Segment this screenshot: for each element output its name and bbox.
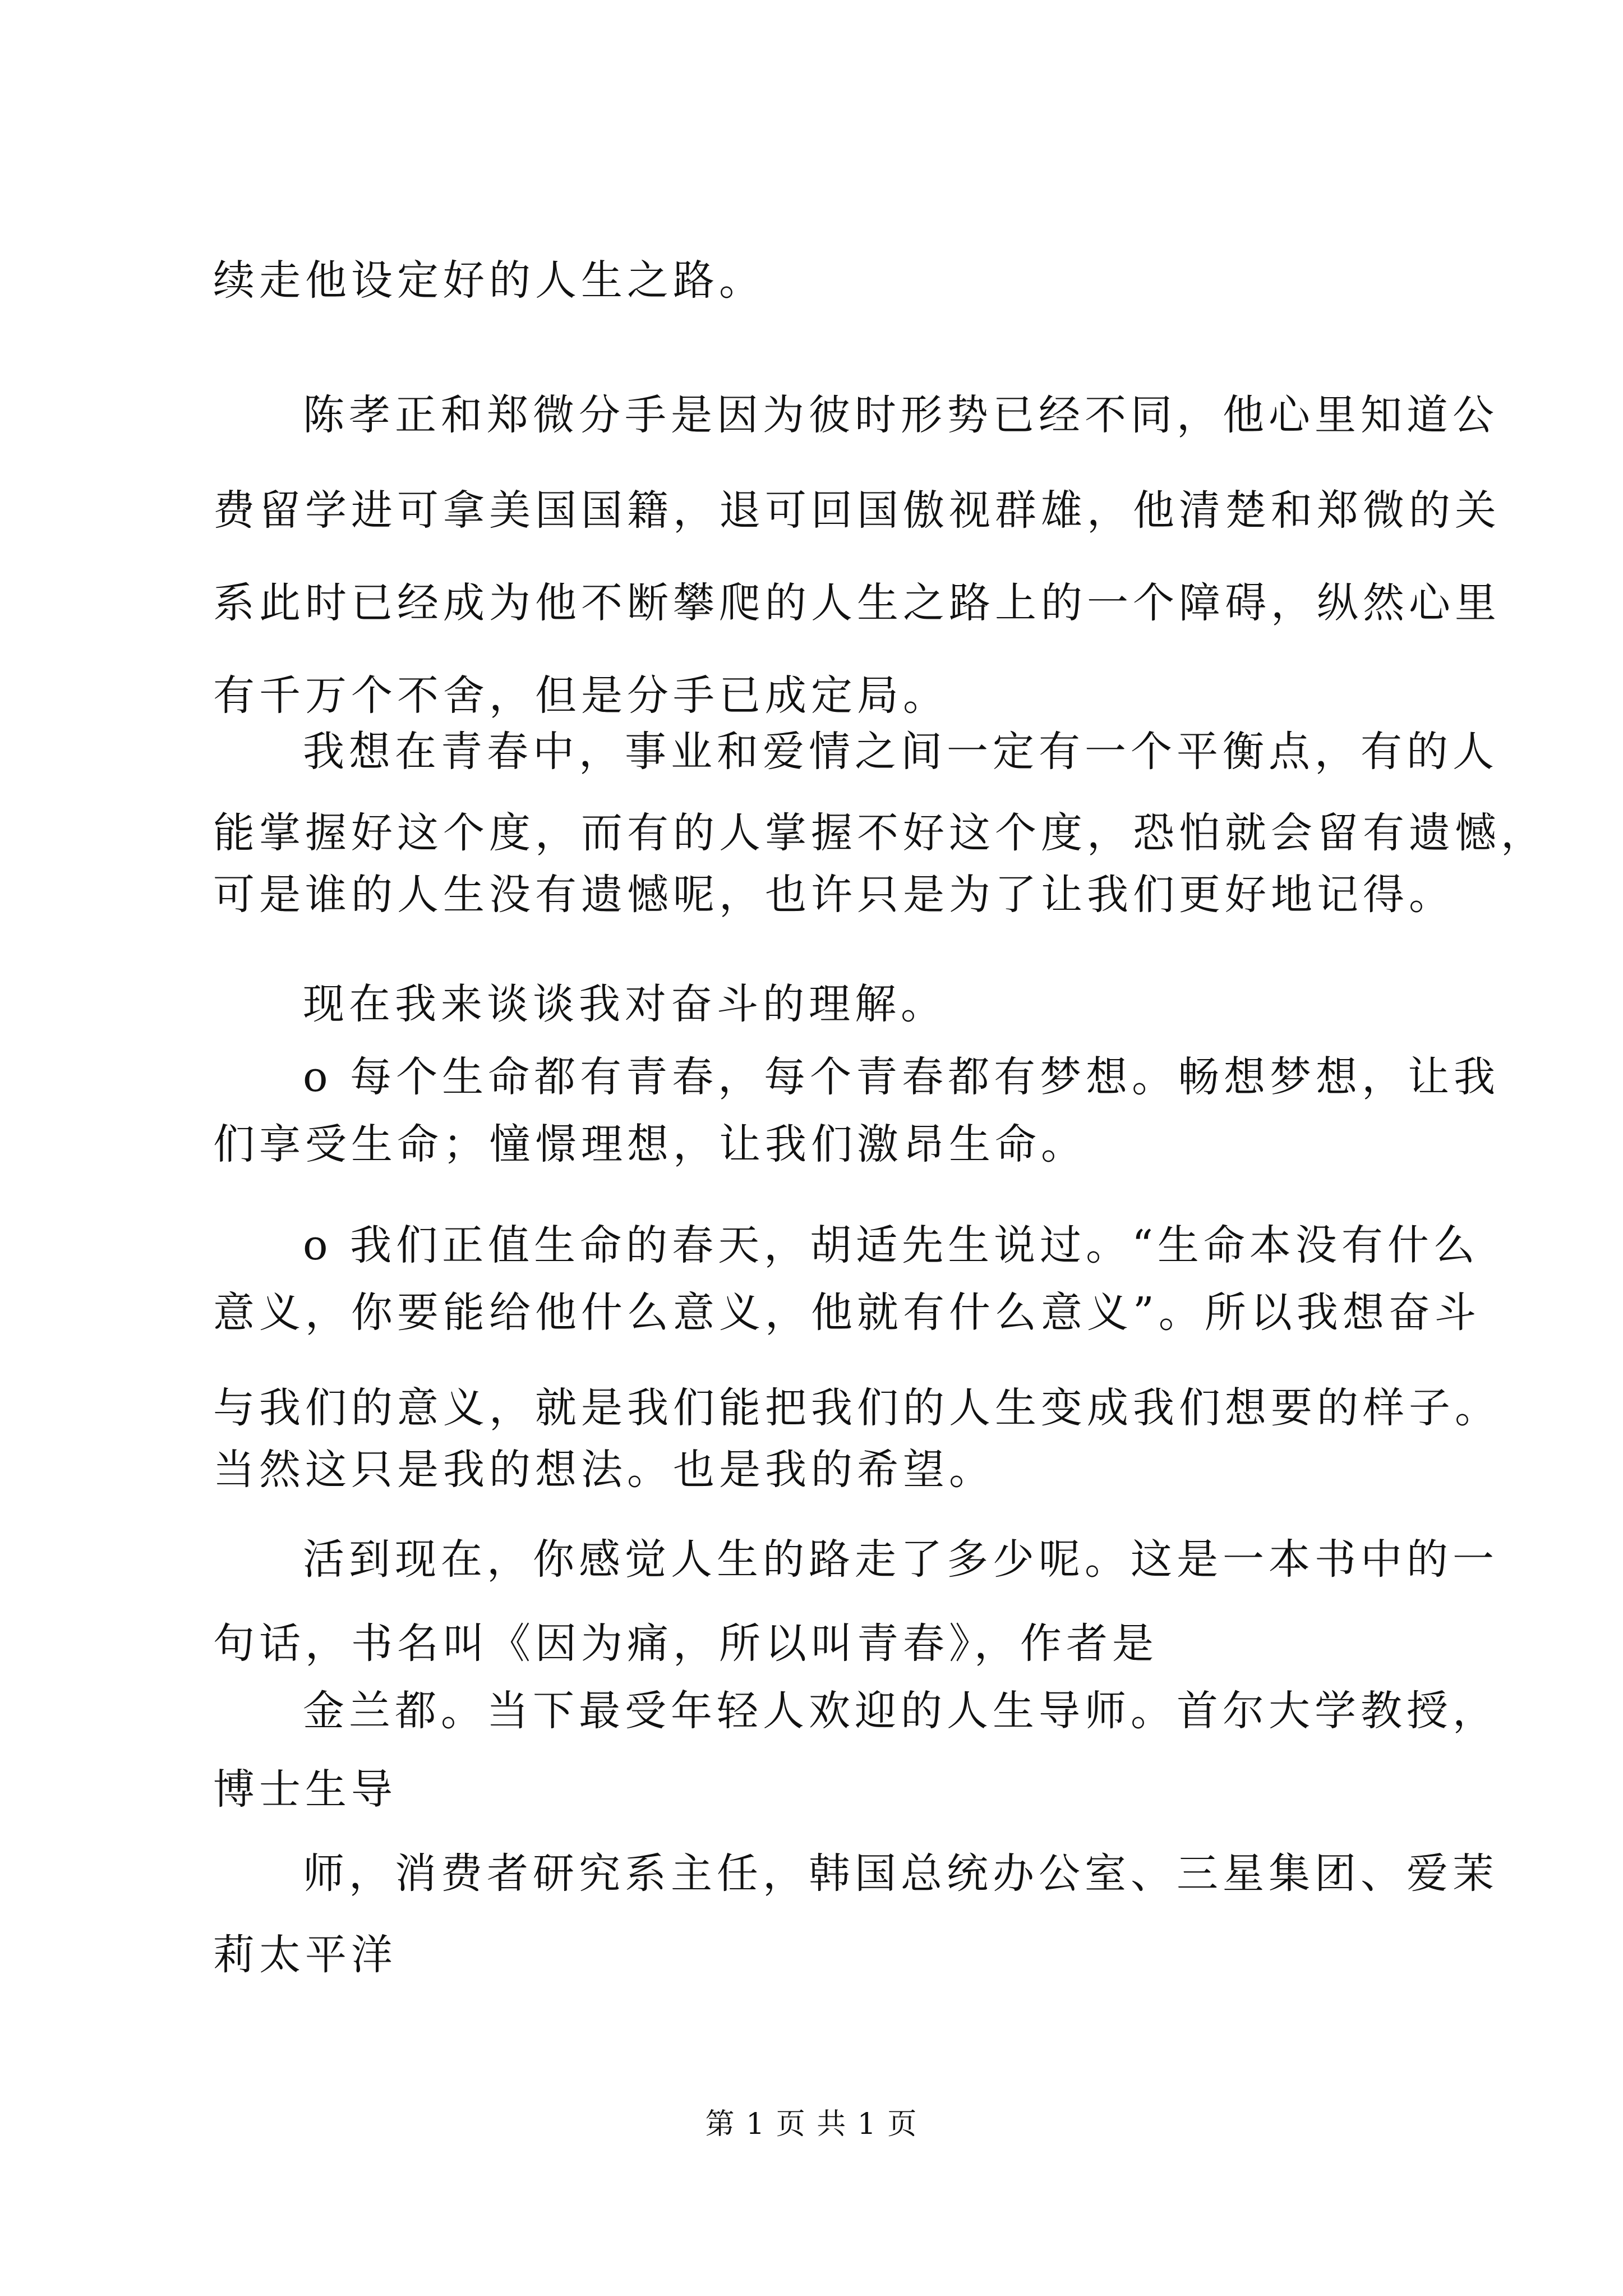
text-line: 当然这只是我的想法。也是我的希望。 xyxy=(213,1446,995,1494)
text-line: 陈孝正和郑微分手是因为彼时形势已经不同，他心里知道公 xyxy=(303,391,1498,439)
text-line: 现在我来谈谈我对奋斗的理解。 xyxy=(303,980,947,1028)
text-line: 与我们的意义，就是我们能把我们的人生变成我们想要的样子。 xyxy=(213,1384,1501,1432)
text-line: 莉太平洋 xyxy=(213,1931,397,1979)
text-line: 活到现在，你感觉人生的路走了多少呢。这是一本书中的一 xyxy=(303,1535,1498,1584)
text-line: 可是谁的人生没有遗憾呢，也许只是为了让我们更好地记得。 xyxy=(213,871,1455,919)
text-line: 续走他设定好的人生之路。 xyxy=(213,256,765,305)
text-line: 句话，书名叫《因为痛，所以叫青春》，作者是 xyxy=(213,1619,1158,1668)
text-line: 金兰都。当下最受年轻人欢迎的人生导师。首尔大学教授， xyxy=(303,1687,1498,1735)
text-line: 系此时已经成为他不断攀爬的人生之路上的一个障碍，纵然心里 xyxy=(213,579,1501,627)
text-line: o 我们正值生命的春天，胡适先生说过。“生命本没有什么 xyxy=(303,1221,1479,1269)
text-line: o 每个生命都有青春，每个青春都有梦想。畅想梦想，让我 xyxy=(303,1053,1500,1101)
text-line: 能掌握好这个度，而有的人掌握不好这个度，恐怕就会留有遗憾， xyxy=(213,809,1547,857)
text-line: 博士生导 xyxy=(213,1765,397,1814)
text-line: 师，消费者研究系主任，韩国总统办公室、三星集团、爱茉 xyxy=(303,1849,1498,1898)
page-footer: 第 1 页 共 1 页 xyxy=(705,2108,918,2141)
text-line: 费留学进可拿美国国籍，退可回国傲视群雄，他清楚和郑微的关 xyxy=(213,486,1501,535)
text-line: 意义，你要能给他什么意义，他就有什么意义”。所以我想奋斗 xyxy=(213,1289,1481,1337)
text-line: 我想在青春中，事业和爱情之间一定有一个平衡点，有的人 xyxy=(303,728,1498,776)
text-line: 有千万个不舍，但是分手已成定局。 xyxy=(213,671,949,720)
text-line: 们享受生命；憧憬理想，让我们激昂生命。 xyxy=(213,1120,1087,1168)
